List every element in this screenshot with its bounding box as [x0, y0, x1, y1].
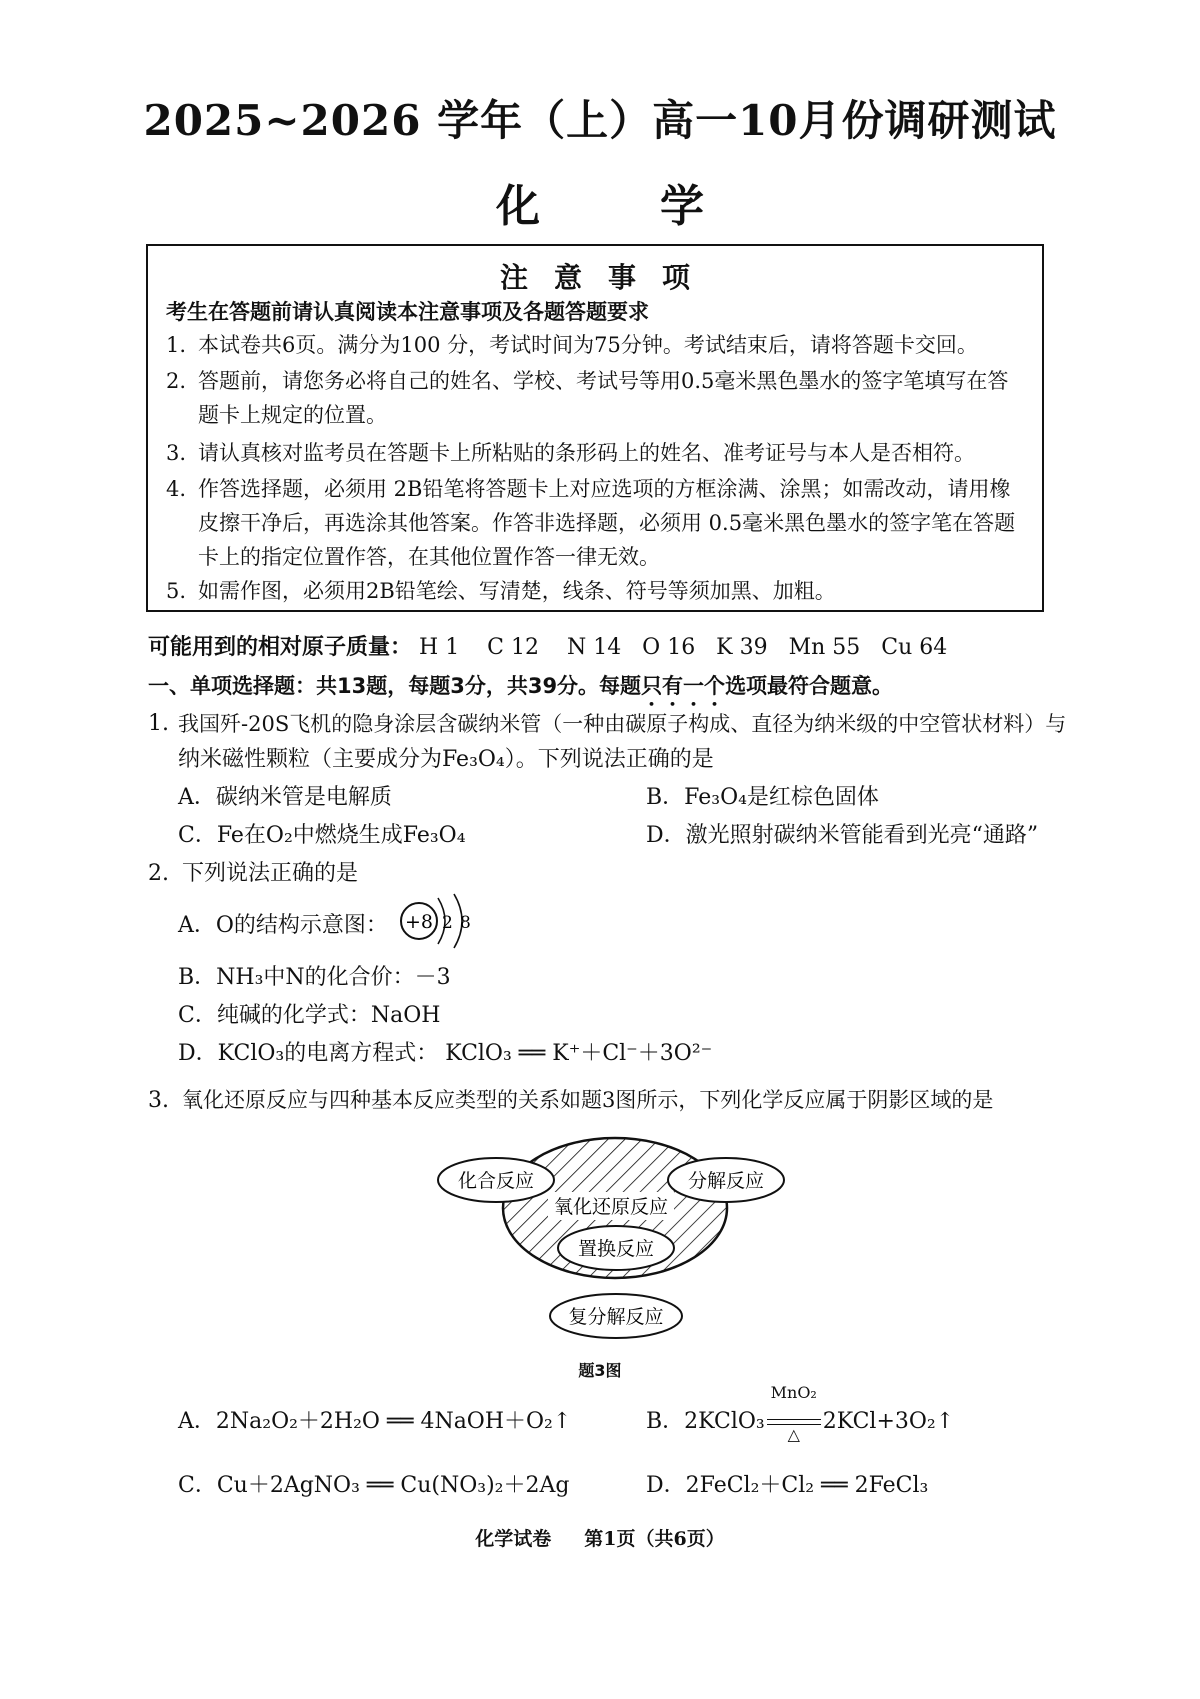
q3-option-b-suffix: 2KCl+3O₂↑ [822, 1409, 955, 1434]
equation-bar [767, 1419, 821, 1420]
atomic-masses-label: 可能用到的相对原子质量： [148, 635, 413, 660]
q3-option-a: A．2Na₂O₂＋2H₂O ══ 4NaOH＋O₂↑ [178, 1409, 572, 1434]
notice-item-3 [166, 436, 1026, 470]
notice-item-text: 请认真核对监考员在答题卡上所粘贴的条形码上的姓名、准考证号与本人是否相符。 [198, 441, 975, 465]
reaction-types-venn-diagram [430, 1130, 790, 1360]
notice-item-num: 2. [166, 369, 187, 393]
q1-option-c: C．Fe在O₂中燃烧生成Fe₃O₄ [178, 823, 466, 848]
shell-electron-count: 2 [442, 913, 453, 933]
atomic-masses [148, 630, 947, 661]
q2-option-d-label: D．KClO₃的电离方程式： [178, 1041, 439, 1066]
notice-item-num: 5. [166, 579, 187, 603]
shell-electron-count: 8 [460, 913, 471, 933]
notice-subheading: 考生在答题前请认真阅读本注意事项及各题答题要求 [166, 300, 649, 324]
question-stem: 氧化还原反应与四种基本反应类型的关系如题3图所示，下列化学反应属于阴影区域的是 [182, 1088, 994, 1112]
question-2 [148, 856, 358, 892]
notice-item-text: 本试卷共6页。满分为100 分，考试时间为75分钟。考试结束后，请将答题卡交回。 [198, 333, 978, 357]
reaction-condition [765, 1383, 823, 1444]
q3-option-b-prefix: B．2KClO₃ [646, 1409, 765, 1434]
section-heading-b: 选项最符合题意。 [725, 674, 894, 698]
q1-option-d: D．激光照射碳纳米管能看到光亮“通路” [646, 823, 1039, 848]
combination-label: 化合反应 [457, 1170, 535, 1192]
figure-caption: 题3图 [578, 1361, 622, 1380]
question-number: 1. [148, 711, 169, 736]
notice-item-num: 1. [166, 333, 187, 357]
catalyst-label: MnO₂ [770, 1383, 817, 1402]
question-number: 3. [148, 1088, 169, 1113]
q2-option-a [178, 908, 388, 939]
q2-option-b: B．NH₃中N的化合价：－3 [178, 965, 451, 990]
question-1 [148, 706, 1088, 778]
section-heading-emphasis: 只有一个 [641, 674, 726, 698]
notice-box [146, 244, 1044, 612]
notice-item-num: 4. [166, 477, 187, 501]
subject-title: 化学 [496, 181, 824, 232]
question-3 [148, 1082, 993, 1119]
q3-option-b [646, 1383, 955, 1444]
notice-item-4 [166, 472, 1026, 576]
question-stem-line1: 我国歼-20S飞机的隐身涂层含碳纳米管（一种由碳原子构成、直径为纳米级的中空管状材料）与 [178, 712, 1067, 736]
q1-option-a: A．碳纳米管是电解质 [178, 785, 392, 810]
exam-title: 2025~2026 学年（上）高一10月份调研测试 [143, 96, 1057, 145]
q2-option-a-label: A．O的结构示意图： [178, 913, 388, 938]
section-heading [148, 670, 893, 711]
q2-option-c: C．纯碱的化学式：NaOH [178, 1003, 441, 1028]
q3-option-c: C．Cu＋2AgNO₃ ══ Cu(NO₃)₂＋2Ag [178, 1473, 570, 1498]
notice-item-text: 如需作图，必须用2B铅笔绘、写清楚，线条、符号等须加黑、加粗。 [198, 579, 836, 603]
displacement-label: 置换反应 [577, 1238, 655, 1260]
nucleus-charge: +8 [404, 911, 434, 933]
section-heading-a: 一、单项选择题：共13题，每题3分，共39分。每题 [148, 674, 642, 698]
q1-option-b: B．Fe₃O₄是红棕色固体 [646, 785, 879, 810]
page-footer: 化学试卷 第1页（共6页） [475, 1528, 725, 1550]
redox-label: 氧化还原反应 [553, 1196, 669, 1218]
decomposition-label: 分解反应 [687, 1170, 765, 1192]
heat-condition: △ [787, 1425, 800, 1444]
question-stem-line2: 纳米磁性颗粒（主要成分为Fe₃O₄）。下列说法正确的是 [178, 747, 714, 772]
q3-option-d: D．2FeCl₂＋Cl₂ ══ 2FeCl₃ [646, 1473, 929, 1498]
notice-item-2 [166, 364, 1026, 434]
oxygen-structure-diagram [398, 888, 488, 954]
question-stem: 下列说法正确的是 [182, 861, 359, 886]
notice-item-text: 作答选择题，必须用 2B铅笔将答题卡上对应选项的方框涂满、涂黑；如需改动，请用橡皮擦干净后，再选涂其他答案。作答非选择题，必须用 0.5毫米黑色墨水的签字笔在答题卡上的指定位置作答，在其他位置作答一律无效。 [198, 477, 1016, 569]
notice-item-num: 3. [166, 441, 187, 465]
atomic-masses-values: H 1 C 12 N 14 O 16 K 39 Mn 55 Cu 64 [419, 635, 948, 660]
notice-heading: 注意事项 [499, 261, 716, 294]
q2-option-d-equation: KClO₃ ══ K⁺＋Cl⁻＋3O²⁻ [445, 1041, 713, 1066]
question-number: 2. [148, 861, 169, 886]
double-decomposition-label: 复分解反应 [568, 1306, 664, 1328]
notice-item-text: 答题前，请您务必将自己的姓名、学校、考试号等用0.5毫米黑色墨水的签字笔填写在答题卡上规定的位置。 [198, 369, 1009, 427]
q2-option-d [178, 1036, 712, 1067]
notice-item-1 [166, 328, 1026, 362]
notice-item-5 [166, 574, 1026, 608]
